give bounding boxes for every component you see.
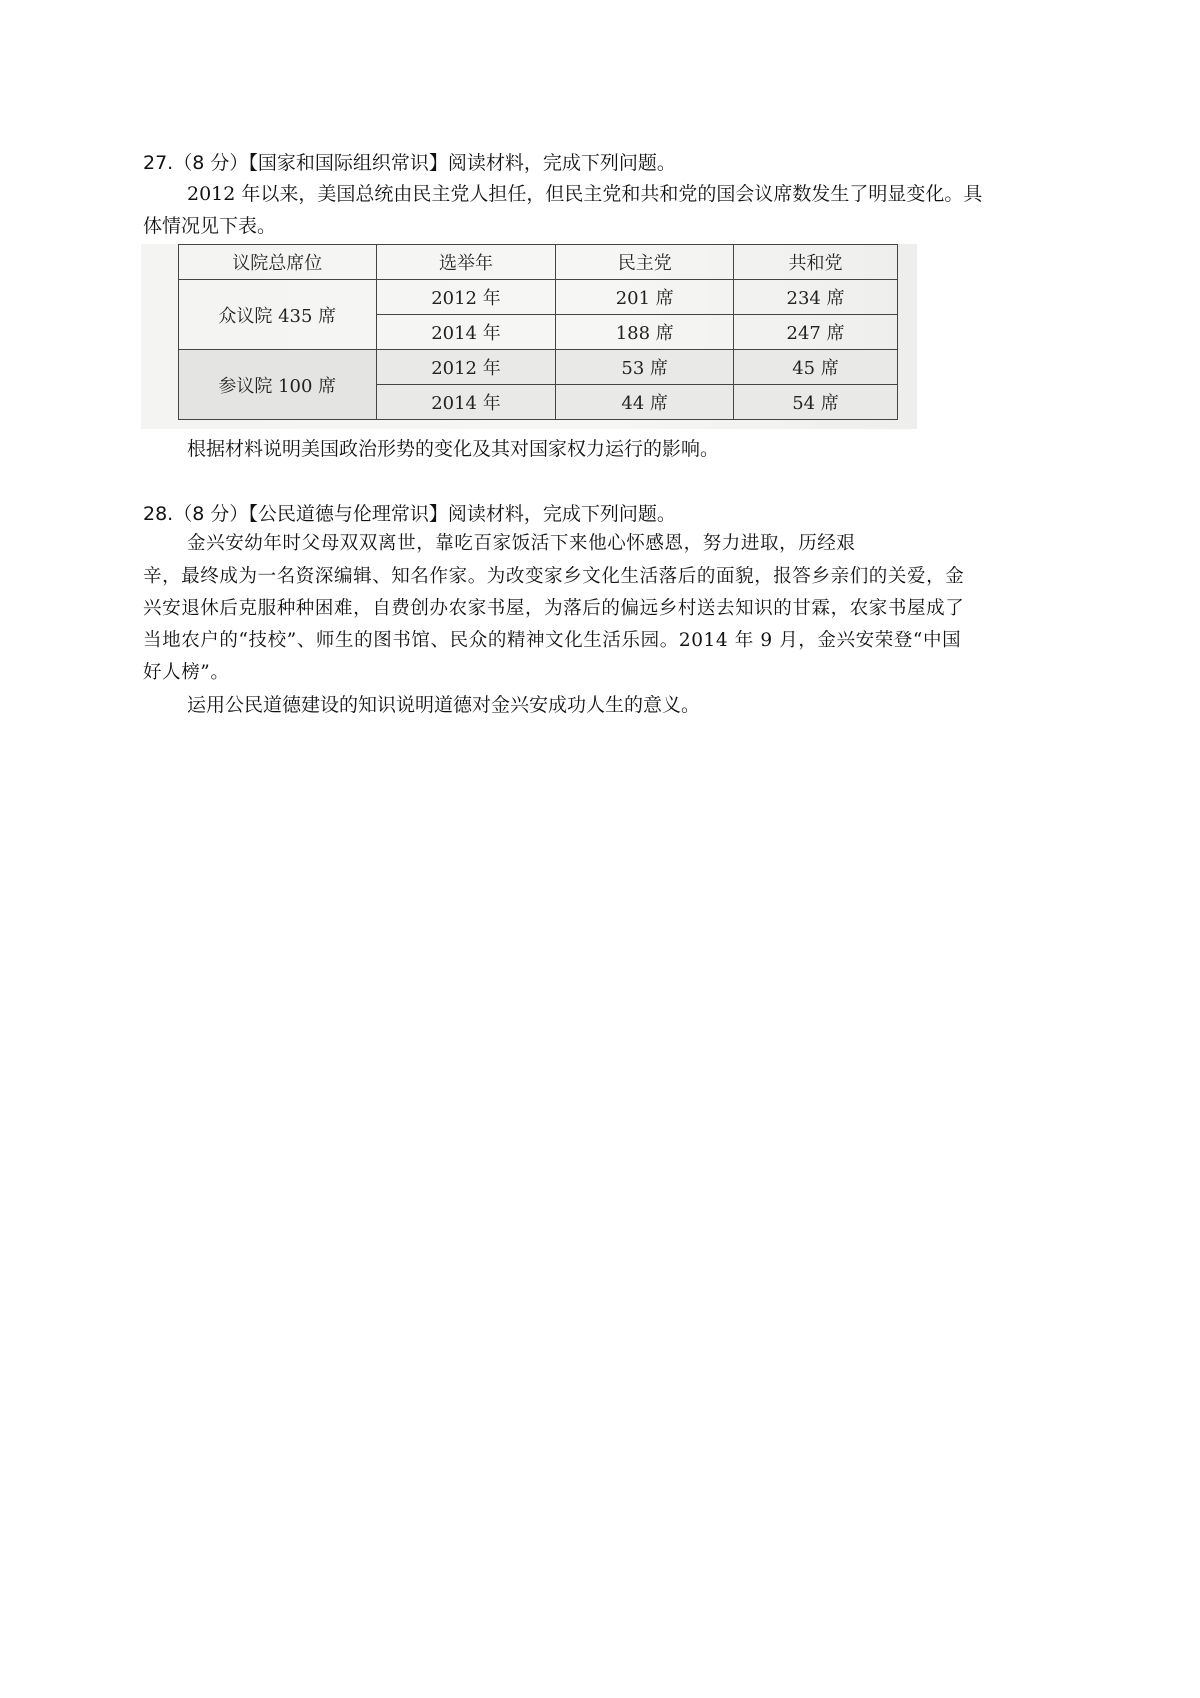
table-header: 共和党 — [734, 245, 898, 280]
question-28-heading: 28.（8 分）【公民道德与伦理常识】阅读材料，完成下列问题。 — [143, 503, 676, 525]
democrat-seats-cell: 188 席 — [556, 315, 734, 350]
question-27-material-line-2: 体情况见下表。 — [143, 215, 277, 237]
table-header: 议院总席位 — [179, 245, 377, 280]
republican-seats-cell: 54 席 — [734, 385, 898, 420]
year-cell: 2014 年 — [376, 315, 556, 350]
senate-label-cell: 参议院 100 席 — [179, 350, 377, 420]
table-row — [179, 350, 898, 385]
question-27-material-line-1: 2012 年以来，美国总统由民主党人担任，但民主党和共和党的国会议席数发生了明显变化。具 — [187, 183, 983, 205]
democrat-seats-cell: 44 席 — [556, 385, 734, 420]
question-28-material-line-2: 辛，最终成为一名资深编辑、知名作家。为改变家乡文化生活落后的面貌，报答乡亲们的关爱，金 — [143, 566, 965, 587]
question-28-material-line-5: 好人榜”。 — [143, 662, 230, 683]
democrat-seats-cell: 53 席 — [556, 350, 734, 385]
question-28-material-line-1: 金兴安幼年时父母双双离世，靠吃百家饭活下来他心怀感恩，努力进取，历经艰 — [187, 533, 856, 554]
table-header: 民主党 — [556, 245, 734, 280]
question-27-heading: 27.（8 分）【国家和国际组织常识】阅读材料，完成下列问题。 — [143, 152, 676, 174]
question-28-material-line-4: 当地农户的“技校”、师生的图书馆、民众的精神文化生活乐园。2014 年 9 月，金兴安荣登“中国 — [143, 630, 962, 651]
republican-seats-cell: 234 席 — [734, 280, 898, 315]
democrat-seats-cell: 201 席 — [556, 280, 734, 315]
table-header-row — [179, 245, 898, 280]
house-label-cell: 众议院 435 席 — [179, 280, 377, 350]
table-row — [179, 280, 898, 315]
question-28-prompt: 运用公民道德建设的知识说明道德对金兴安成功人生的意义。 — [187, 694, 701, 716]
question-28-material-line-3: 兴安退休后克服种种困难，自费创办农家书屋，为落后的偏远乡村送去知识的甘霖，农家书屋成了 — [143, 598, 965, 619]
republican-seats-cell: 45 席 — [734, 350, 898, 385]
congress-seats-table — [178, 244, 898, 420]
seats-table-scan — [141, 244, 917, 429]
table-header: 选举年 — [376, 245, 556, 280]
year-cell: 2014 年 — [376, 385, 556, 420]
year-cell: 2012 年 — [376, 350, 556, 385]
year-cell: 2012 年 — [376, 280, 556, 315]
question-27-prompt: 根据材料说明美国政治形势的变化及其对国家权力运行的影响。 — [187, 438, 720, 460]
republican-seats-cell: 247 席 — [734, 315, 898, 350]
